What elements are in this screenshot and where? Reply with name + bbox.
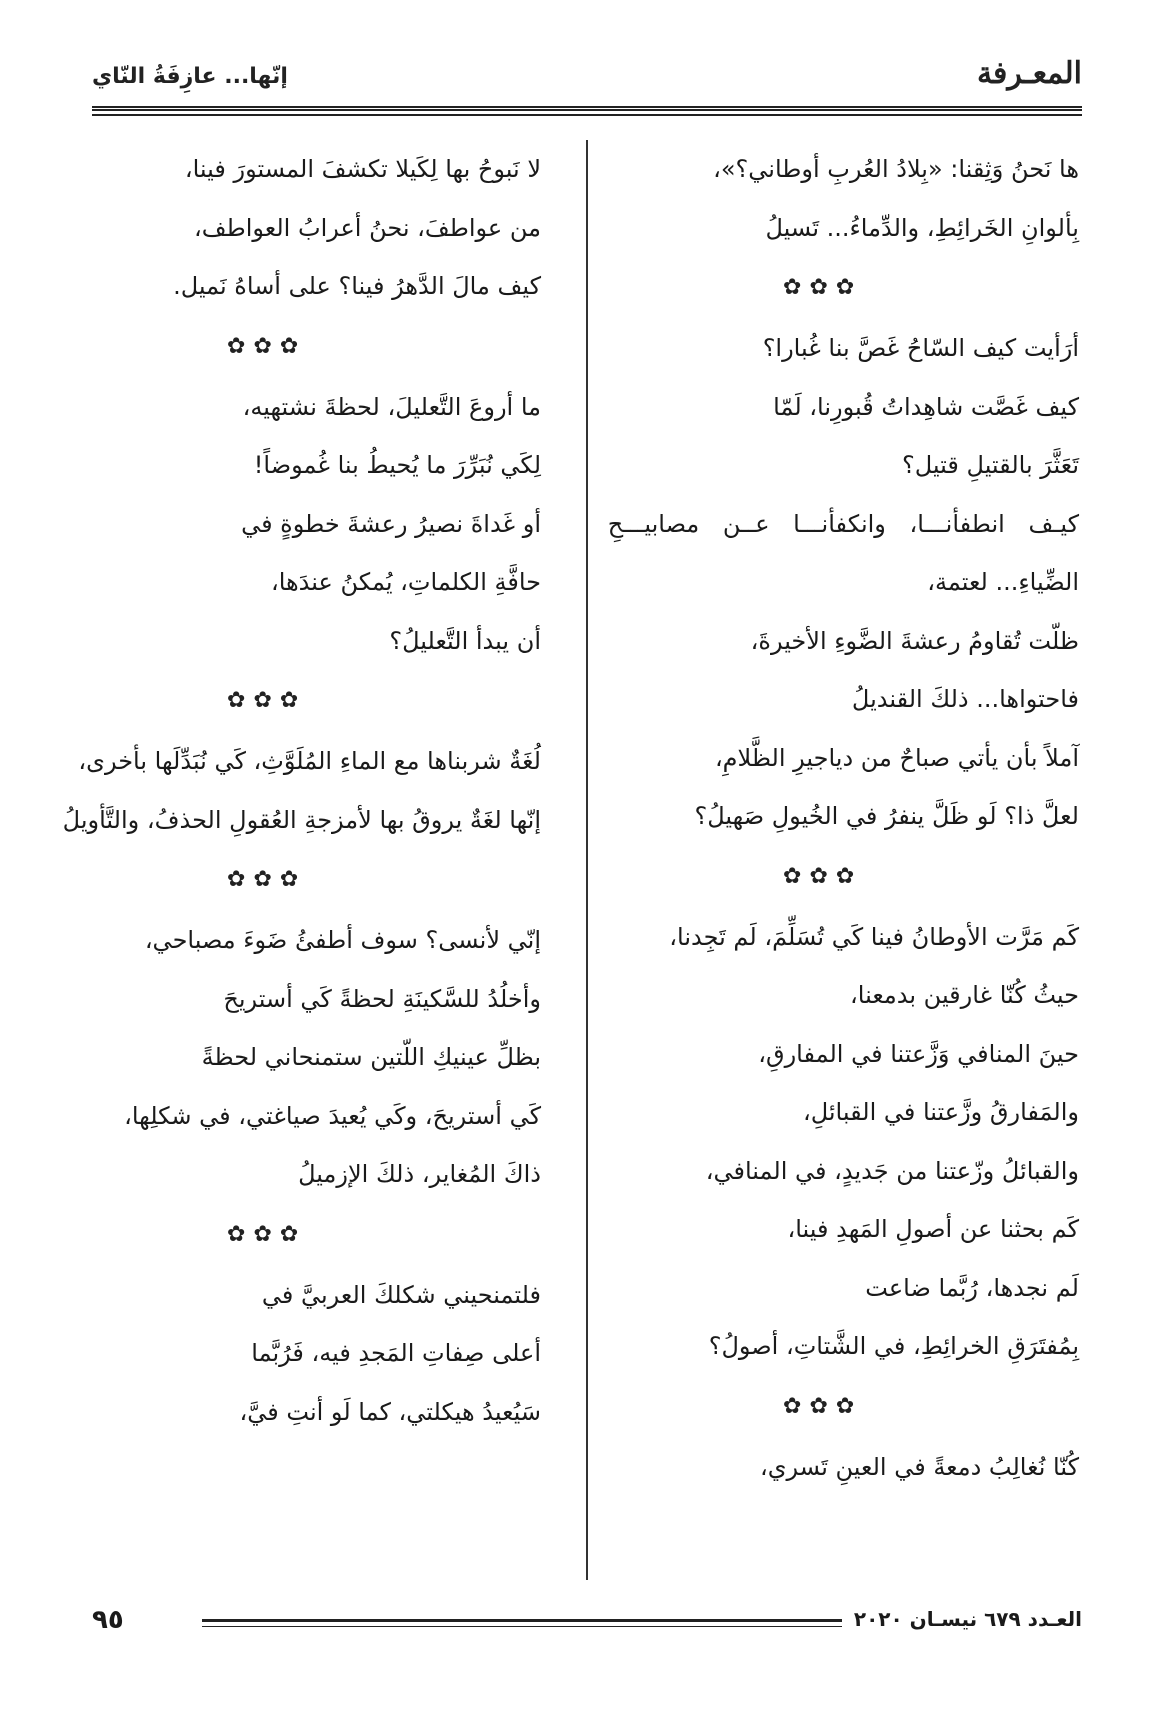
- poem-line: كَم مَرَّت الأوطانُ فينا كَي تُسَلِّمَ، لَم تَجِدنا،: [669, 922, 1079, 951]
- poem-line: بِألوانِ الخَرائِطِ، والدِّماءُ... تَسيلُ: [765, 213, 1079, 242]
- flower-ornament-icon: ✿: [835, 1393, 855, 1419]
- poem-line: الضِّياءِ... لعتمة،: [927, 568, 1079, 596]
- flower-ornament-icon: ✿: [253, 688, 272, 713]
- issue-info: العـدد ٦٧٩ نيسـان ٢٠٢٠: [853, 1607, 1082, 1631]
- section-ornament: [223, 849, 541, 911]
- flower-ornament-icon: ✿: [809, 863, 828, 889]
- poem-line: ذاكَ المُغاير، ذلكَ الإزميلُ: [298, 1160, 541, 1188]
- poem-line: أعلى صِفاتِ المَجدِ فيه، فَرُبَّما: [251, 1339, 541, 1367]
- poem-line: لعلَّ ذا؟ لَو ظَلَّ ينفرُ في الخُيولِ صَهيلُ؟: [694, 802, 1079, 830]
- poem-line: سَيُعيدُ هيكلتي، كما لَو أنتِ فيَّ،: [239, 1397, 541, 1426]
- magazine-logo: المعـرفة: [976, 56, 1082, 91]
- poem-line: إنّي لأنسى؟ سوف أطفئُ ضَوءَ مصباحي،: [144, 926, 541, 954]
- flower-ornament-icon: ✿: [783, 1393, 802, 1419]
- flower-ornament-icon: ✿: [227, 333, 246, 359]
- flower-ornament-icon: ✿: [227, 688, 246, 713]
- poem-line: بِمُفتَرَقِ الخرائِطِ، في الشَّتاتِ، أصولُ؟: [708, 1332, 1079, 1360]
- page-header: [92, 40, 1082, 111]
- poem-line: والقبائلُ وزّعتنا من جَديدٍ، في المنافي،: [705, 1156, 1079, 1185]
- section-ornament: [779, 1376, 1079, 1438]
- poem-line: كَم بحثنا عن أصولِ المَهدِ فينا،: [787, 1215, 1079, 1243]
- flower-ornament-icon: ✿: [279, 1221, 299, 1247]
- poem-line: أن يبدأ التَّعليلُ؟: [389, 626, 541, 655]
- flower-ornament-icon: ✿: [783, 863, 802, 889]
- poem-line: كيف مالَ الدَّهرُ فينا؟ على أساهُ نَميل.: [173, 272, 541, 300]
- poem-line: ها نَحنُ وَثِقنا: «بِلادُ العُربِ أوطاني؟»،: [713, 155, 1079, 183]
- page-number: ٩٥: [92, 1605, 124, 1635]
- poem-line: لُغَةٌ شربناها مع الماءِ المُلَوَّثِ، كَي نُبَدِّلَها بأخرى،: [78, 747, 541, 775]
- poem-line: آملاً بأن يأتي صباحٌ من دياجيرِ الظَّلامِ،: [714, 743, 1079, 772]
- poem-line: إنّها لغَةٌ يروقُ بها لأمزجةِ العُقولِ الحذفُ، والتَّأويلُ: [62, 805, 541, 834]
- flower-ornament-icon: ✿: [253, 333, 272, 359]
- section-ornament: [779, 257, 1079, 319]
- poem-line: ظلّت تُقاومُ رعشةَ الضَّوءِ الأخيرةَ،: [750, 626, 1079, 655]
- flower-ornament-icon: ✿: [253, 1221, 272, 1247]
- poem-line: لَم نجدها، رُبَّما ضاعت: [865, 1273, 1079, 1302]
- poem-line: فاحتواها... ذلكَ القنديلُ: [851, 685, 1079, 713]
- column-divider: [586, 140, 588, 1580]
- poem-line: لا نَبوحُ بها لِكَيلا تكشفَ المستورَ فينا،: [184, 155, 541, 183]
- flower-ornament-icon: ✿: [809, 275, 828, 300]
- running-title: إنّها... عازِفَةُ النّاي: [92, 64, 288, 89]
- section-ornament: [223, 670, 541, 732]
- poem-line: أو غَداةَ نصيرُ رعشةَ خطوةٍ في: [241, 509, 541, 538]
- flower-ornament-icon: ✿: [835, 275, 855, 300]
- poem-line: ما أروعَ التَّعليلَ، لحظةَ نشتهيه،: [242, 392, 541, 421]
- poem-line: من عواطفَ، نحنُ أعرابُ العواطف،: [194, 213, 541, 242]
- page-footer: [92, 1605, 1082, 1645]
- flower-ornament-icon: ✿: [227, 1221, 246, 1247]
- section-ornament: [223, 1204, 541, 1266]
- footer-rule: [202, 1619, 842, 1627]
- poem-line: كُنّا نُغالِبُ دمعةً في العينِ تَسري،: [760, 1452, 1079, 1481]
- poem-line: حافَّةِ الكلماتِ، يُمكنُ عندَها،: [270, 568, 541, 596]
- section-ornament: [779, 846, 1079, 908]
- flower-ornament-icon: ✿: [227, 867, 246, 892]
- flower-ornament-icon: ✿: [809, 1393, 828, 1419]
- poem-line: حينَ المنافي وَزَّعتنا في المفارقِ،: [758, 1039, 1079, 1068]
- flower-ornament-icon: ✿: [253, 867, 272, 892]
- poem-line: وأخلُدُ للسَّكينَةِ لحظةً كَي أستريحَ: [223, 984, 541, 1013]
- poem-line: والمَفارقُ وزَّعتنا في القبائلِ،: [802, 1098, 1079, 1126]
- flower-ornament-icon: ✿: [279, 688, 299, 713]
- poem-column-left: [62, 140, 541, 1441]
- poem-line: بظلِّ عينيكِ اللّتين ستمنحاني لحظةً: [201, 1043, 541, 1071]
- poem-column-right: [599, 140, 1079, 1496]
- poem-line: كيف غَصَّت شاهِداتُ قُبورِنا، لَمّا: [773, 392, 1079, 421]
- poem-line: لِكَي نُبَرِّرَ ما يُحيطُ بنا غُموضاً!: [253, 451, 541, 479]
- poem-line: كَي أستريحَ، وكَي يُعيدَ صياغتي، في شكلِها،: [124, 1101, 541, 1130]
- poem-line: فلتمنحيني شكلكَ العربيَّ في: [261, 1280, 541, 1309]
- flower-ornament-icon: ✿: [835, 863, 855, 889]
- flower-ornament-icon: ✿: [279, 867, 299, 892]
- flower-ornament-icon: ✿: [279, 333, 299, 359]
- poem-line: حيثُ كُنّا غارقين بدمعنا،: [850, 981, 1079, 1009]
- poem-line: تَعَثَّرَ بالقتيلِ قتيل؟: [902, 451, 1079, 479]
- flower-ornament-icon: ✿: [783, 275, 802, 300]
- poem-line: كيـف انطفأنـــا، وانكفأنـــا عــن مصابيـــحِ: [607, 509, 1079, 538]
- section-ornament: [223, 316, 541, 378]
- poem-line: أرَأيت كيف السّاحُ غَصَّ بنا غُبارا؟: [762, 334, 1079, 362]
